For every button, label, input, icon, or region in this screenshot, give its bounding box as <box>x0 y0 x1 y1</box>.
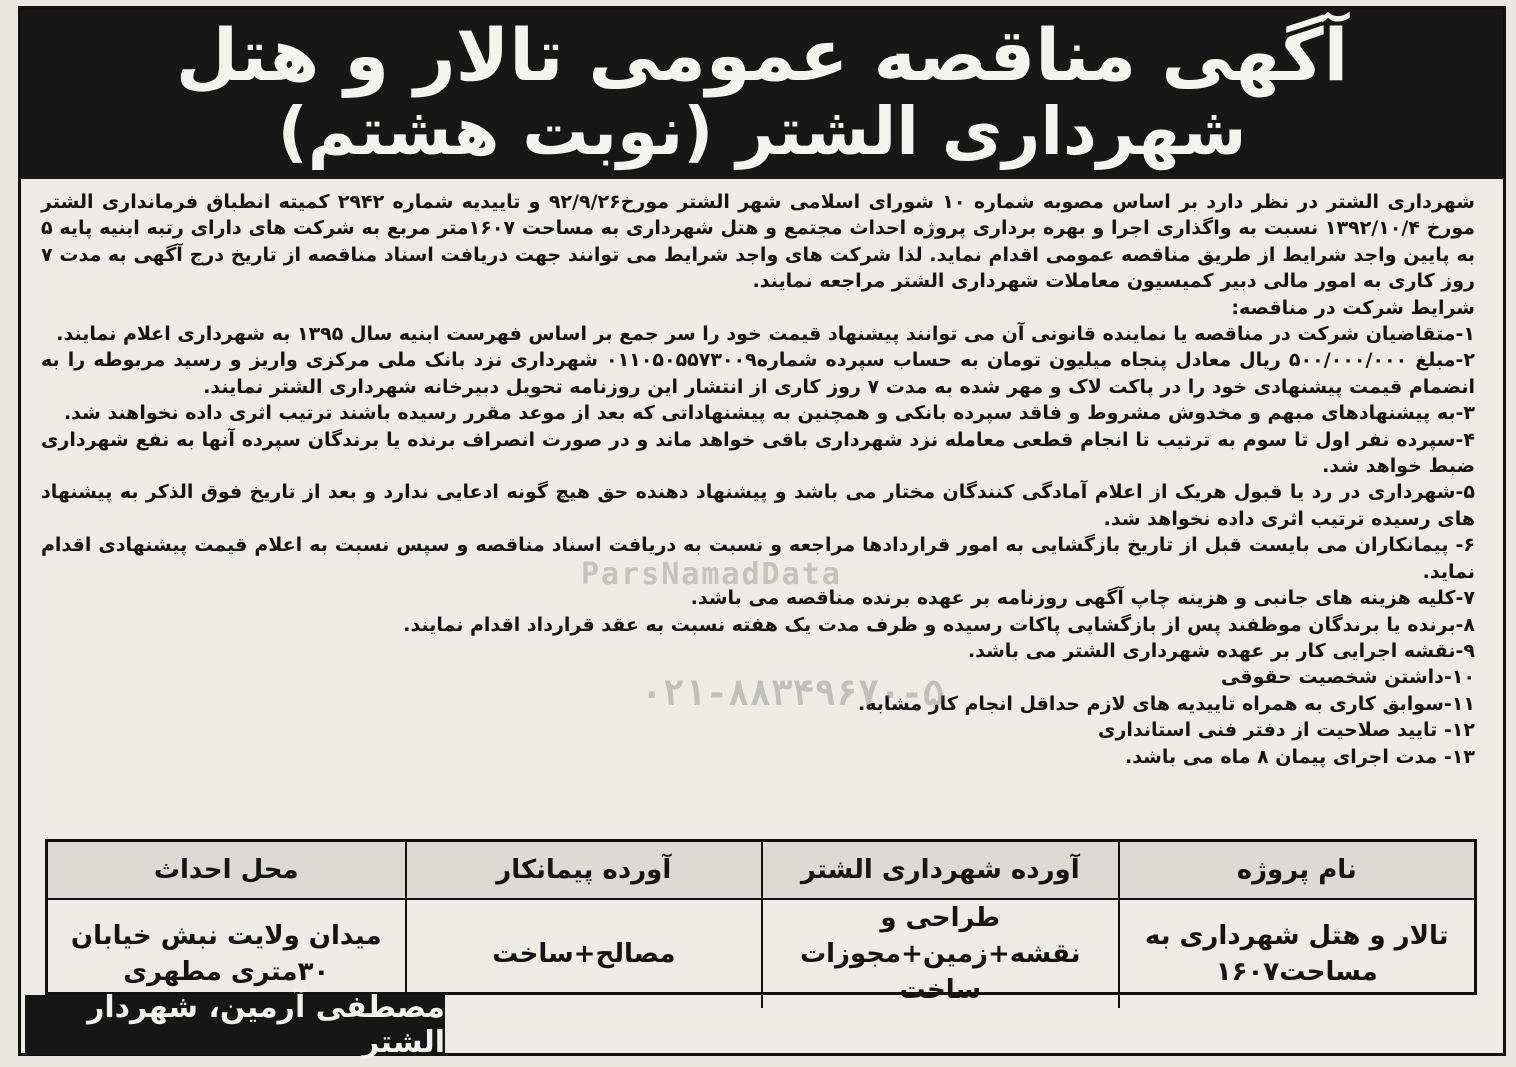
condition-item: ۸-برنده یا برندگان موظفند پس از بازگشایی پاکات رسیده و ظرف مدت یک هفته نسبت به عقد قرارداد اقدام نمایند. <box>403 613 1475 636</box>
notice-body <box>41 189 1475 770</box>
watermark-site: ParsNamadData <box>581 557 842 592</box>
condition-item: ۱-متقاضیان شرکت در مناقصه یا نماینده قانونی آن می توانند پیشنهاد قیمت خود را سر جمع بر اساس فهرست ابنیه سال ۱۳۹۵ به شهرداری اعلام نمایند. <box>56 323 1475 346</box>
table-header-cell: آورده شهرداری الشتر <box>761 842 1118 900</box>
header-title-line1: آگهی مناقصه عمومی تالار و هتل <box>175 13 1349 97</box>
project-table <box>45 839 1477 1005</box>
conditions-list <box>41 321 1475 770</box>
table-header-cell: نام پروژه <box>1118 842 1475 900</box>
signature-box: مصطفی آرمین، شهردار الشتر <box>25 995 445 1055</box>
condition-item: ۴-سپرده نفر اول تا سوم به ترتیب تا انجام قطعی معامله نزد شهرداری باقی خواهد ماند و در صورت انصراف برنده یا برندگان سپرده آنها به نفع شهرداری ضبط خواهد شد. <box>41 428 1475 478</box>
header-title-line2: شهرداری الشتر (نوبت هشتم) <box>277 93 1247 170</box>
table-cell: میدان ولایت نبش خیابان ۳۰متری مطهری <box>70 921 382 987</box>
table-header-cell: محل احداث <box>48 842 405 900</box>
condition-item: ۹-نقشه اجرایی کار بر عهده شهرداری الشتر می باشد. <box>967 639 1475 662</box>
table-header-cell: آورده پیمانکار <box>405 842 762 900</box>
condition-item: ۵-شهرداری در رد یا قبول هریک از اعلام آمادگی کنندگان مختار می باشد و پیشنهاد دهنده حق هیچ گونه ادعایی ندارد و بعد از تاریخ فوق الذکر به پیشنهاد های رسیده ترتیب اثری داده نخواهد شد. <box>41 481 1475 530</box>
condition-item: ۱۳- مدت اجرای پیمان ۸ ماه می باشد. <box>1124 745 1475 768</box>
condition-item: ۱۱-سوابق کاری به همراه تاییدیه های لازم حداقل انجام کار مشابه. <box>858 692 1475 715</box>
condition-item: ۱۰-داشتن شخصیت حقوقی <box>1220 666 1475 689</box>
watermark-phone: ۰۲۱-۸۸۳۴۹۶۷۰-۵ <box>641 673 945 714</box>
condition-item: ۶- پیمانکاران می بایست قبل از تاریخ بازگشایی به امور قراردادها مراجعه و نسبت به دریافت اسناد مناقصه و سپس نسبت به اعلام قیمت پیشنهادی اقدام نماید. <box>41 534 1475 583</box>
condition-item: ۳-به پیشنهادهای مبهم و مخدوش مشروط و فاقد سپرده بانکی و همچنین به پیشنهاداتی که بعد از موعد مقرر رسیده باشند ترتیب اثری داده نخواهند شد. <box>63 402 1475 425</box>
table-cell: مصالح+ساخت <box>405 900 762 1008</box>
table-cell: طراحی و نقشه+زمین+مجوزات ساخت <box>761 900 1118 1008</box>
condition-item: ۲-مبلغ ۵۰۰/۰۰۰/۰۰۰ ریال معادل پنجاه میلیون تومان به حساب سپرده شماره۰۱۱۰۵۰۵۵۷۳۰۰۹ شهرداری نزد بانک ملی مرکزی واریز و رسید مربوطه را به انضمام قیمت پیشنهادی خود را در پاکت لاک و مهر شده به مدت ۷ روز کاری از انتشار این روزنامه تحویل دبیرخانه شهرداری الشتر نمایند. <box>41 349 1475 398</box>
notice-frame <box>18 6 1506 1060</box>
notice-header <box>21 9 1503 179</box>
conditions-title: شرایط شرکت در مناقصه: <box>1231 296 1475 319</box>
condition-item: ۱۲- تایید صلاحیت از دفتر فنی استانداری <box>1098 719 1475 742</box>
table-cell: تالار و هتل شهرداری به مساحت۱۶۰۷ <box>1118 900 1475 1008</box>
intro-paragraph: شهرداری الشتر در نظر دارد بر اساس مصوبه شماره ۱۰ شورای اسلامی شهر الشتر مورخ۹۲/۹/۲۶ و تاییدیه شماره ۲۹۴۲ کمیته انطباق فرمانداری الشتر مورخ ۱۳۹۲/۱۰/۴ نسبت به واگذاری اجرا و بهره برداری پروژه احداث مجتمع و هتل شهرداری به مساحت ۱۶۰۷متر مربع به شرکت های دارای رتبه ابنیه پایه ۵ به پایین واجد شرایط از طریق مناقصه عمومی اقدام نماید. لذا شرکت های واجد شرایط می توانند جهت دریافت اسناد مناقصه از تاریخ درج آگهی به مدت ۷ روز کاری به امور مالی دبیر کمیسیون معاملات شهرداری الشتر مراجعه نمایند. <box>41 191 1475 293</box>
condition-item: ۷-کلیه هزینه های جانبی و هزینه چاپ آگهی روزنامه بر عهده برنده مناقصه می باشد. <box>690 587 1475 610</box>
